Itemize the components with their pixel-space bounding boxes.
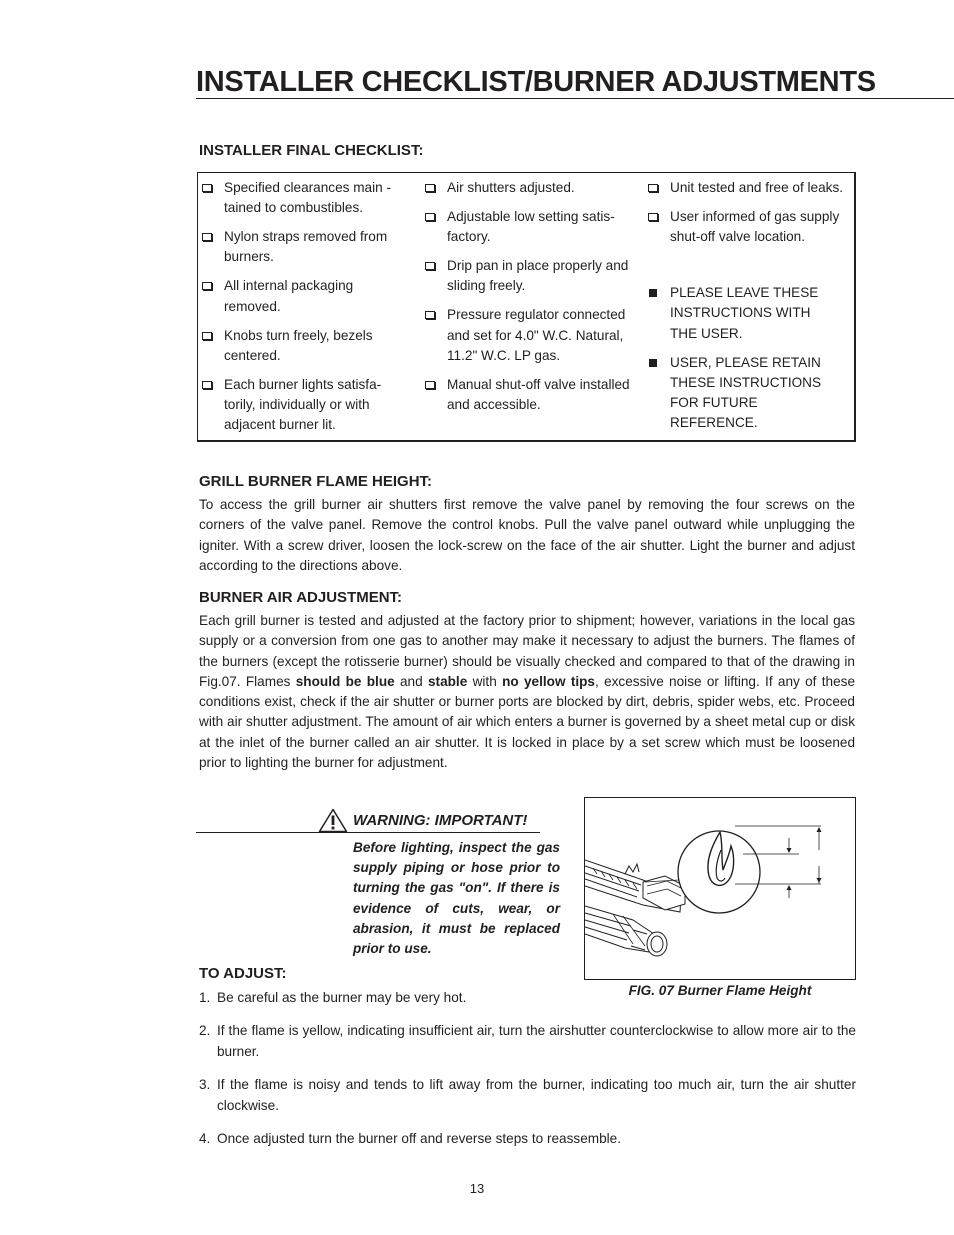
bullet-square-icon xyxy=(649,359,657,367)
step-2: 2. If the flame is yellow, indicating insufficient air, turn the airshutter counterclockwise to allow more air to the burner. xyxy=(199,1023,856,1059)
step-1: 1. Be careful as the burner may be very hot. xyxy=(199,990,467,1005)
checklist-item: Each burner lights satisfa- torily, individually or with adjacent burner lit. xyxy=(202,375,402,436)
checkbox-icon xyxy=(202,381,212,389)
checklist-note: USER, PLEASE RETAIN THESE INSTRUCTIONS FOR FUTURE REFERENCE. xyxy=(648,353,856,434)
checkbox-icon xyxy=(202,233,212,241)
figure-box xyxy=(584,797,856,980)
checkbox-icon xyxy=(202,332,212,340)
air-adjustment-heading: BURNER AIR ADJUSTMENT: xyxy=(199,589,403,606)
checkbox-icon xyxy=(425,311,435,319)
checkbox-icon xyxy=(202,184,212,192)
checklist-column-3 xyxy=(648,178,856,442)
step-4: 4. Once adjusted turn the burner off and reverse steps to reassemble. xyxy=(199,1131,622,1146)
figure-caption: FIG. 07 Burner Flame Height xyxy=(628,983,812,998)
checklist-item: Specified clearances main - tained to combustibles. xyxy=(202,178,402,219)
checklist-item: Pressure regulator connected and set for 4.0" W.C. Natural, 11.2" W.C. LP gas. xyxy=(425,305,635,366)
checklist-box xyxy=(197,172,856,442)
step-3: 3. If the flame is noisy and tends to lift away from the burner, indicating too much air, turn the air shutter clockwise. xyxy=(199,1077,856,1113)
checklist-item: Drip pan in place properly and sliding freely. xyxy=(425,256,635,297)
checklist-item: Manual shut-off valve installed and accessible. xyxy=(425,375,635,416)
checklist-item: Adjustable low setting satis- factory. xyxy=(425,207,635,248)
to-adjust-heading: TO ADJUST: xyxy=(199,965,287,982)
warning-triangle-icon xyxy=(318,808,348,833)
checklist-heading: INSTALLER FINAL CHECKLIST: xyxy=(199,142,424,159)
burner-flame-diagram xyxy=(585,798,855,979)
title-rule xyxy=(196,98,954,99)
checkbox-icon xyxy=(202,282,212,290)
checklist-item: Unit tested and free of leaks. xyxy=(648,178,856,198)
checklist-item: All internal packaging removed. xyxy=(202,276,402,317)
air-adjustment-text: Each grill burner is tested and adjusted at the factory prior to shipment; however, variations in the local gas supply or a conversion from one gas to another may make it necessary to adjust the burners. The flames of the burners (except the rotisserie burner) should be visually checked and compared to that of the drawing in Fig.07. Flames should be blue and stable with no yellow tips, excessive noise or lifting. If any of these conditions exist, check if the air shutter or burner ports are blocked by dirt, debris, spider webs, etc. Proceed with air shutter adjustment. The amount of air which enters a burner is governed by a sheet metal cup or disk at the inlet of the burner called an air shutter. It is locked in place by a set screw which must be loosened prior to lighting the burner for adjustment. xyxy=(199,613,856,771)
checklist-column-2 xyxy=(425,178,635,424)
checklist-note: PLEASE LEAVE THESE INSTRUCTIONS WITH THE USER. xyxy=(648,283,856,344)
checklist-item: Nylon straps removed from burners. xyxy=(202,227,402,268)
warning-text: Before lighting, inspect the gas supply piping or hose prior to turning the gas "on". If there is evidence of cuts, wear, or abrasion, it must be replaced prior to use. xyxy=(353,840,560,957)
warning-heading: WARNING: IMPORTANT! xyxy=(353,812,528,829)
checklist-item: Knobs turn freely, bezels centered. xyxy=(202,326,402,367)
page-number: 13 xyxy=(469,1181,485,1196)
checkbox-icon xyxy=(648,184,658,192)
checkbox-icon xyxy=(425,213,435,221)
checkbox-icon xyxy=(425,184,435,192)
warning-rule xyxy=(196,832,540,833)
checklist-column-1 xyxy=(202,178,402,444)
checklist-item: Air shutters adjusted. xyxy=(425,178,635,198)
flame-height-heading: GRILL BURNER FLAME HEIGHT: xyxy=(199,473,433,490)
checkbox-icon xyxy=(425,381,435,389)
checkbox-icon xyxy=(425,262,435,270)
page-title: INSTALLER CHECKLIST/BURNER ADJUSTMENTS xyxy=(196,66,876,98)
flame-height-text: To access the grill burner air shutters first remove the valve panel by removing the four screws on the corners of the valve panel. Remove the control knobs. Pull the valve panel outward while unplugging the igniter. With a screw driver, loosen the lock-screw on the face of the air shutter. Light the burner and adjust according to the directions above. xyxy=(199,497,855,573)
checkbox-icon xyxy=(648,213,658,221)
checklist-item: User informed of gas supply shut-off valve location. xyxy=(648,207,856,248)
warning-heading-row xyxy=(318,808,527,833)
bullet-square-icon xyxy=(649,289,657,297)
